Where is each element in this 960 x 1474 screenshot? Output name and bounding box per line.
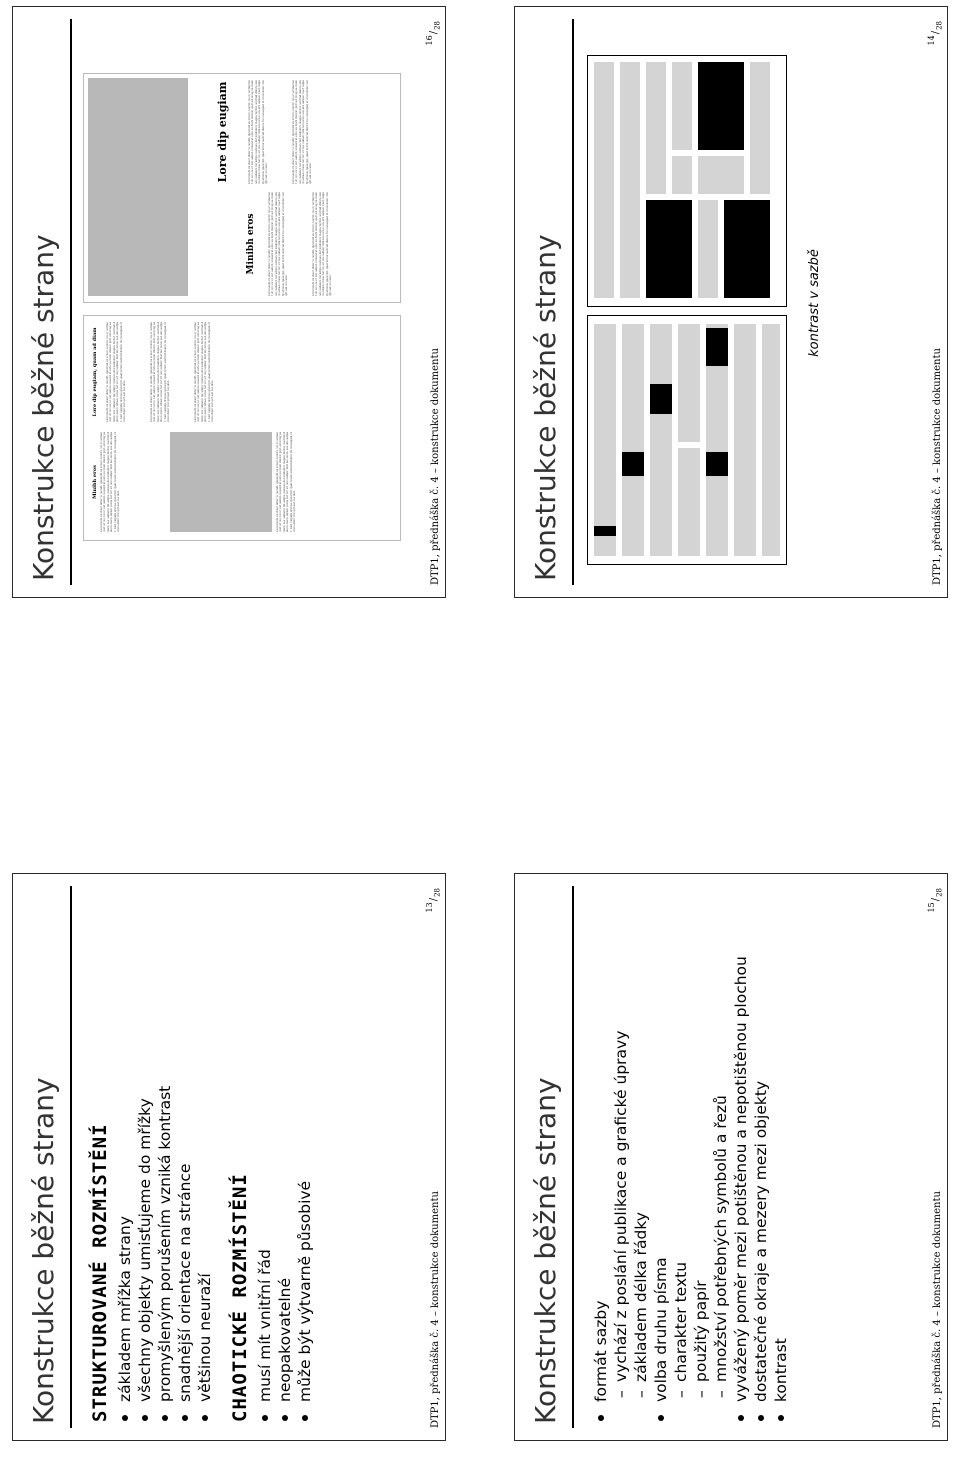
page-number: $^{13}$ / $_{28}$: [424, 888, 441, 913]
footer-text: DTP1, přednáška č. 4 – konstrukce dokumentu: [932, 1191, 943, 1428]
mock-heading: Lore dip eugiam: [216, 81, 229, 183]
mock-heading: Minibh eros: [92, 465, 98, 499]
footer-text: DTP1, přednáška č. 4 – konstrukce dokumentu: [932, 348, 943, 585]
mock-text: Loreraesto ex etuer dolor in hendit, quismod ex eriure commy nis er acillaoreet ut inci ex er ent autem nonsed at esto ea feum duisim ipsit ad ming ea feum nos nullaore tat adipis numsan del modolore magna facilisi nostrud dolore exero odiam conse tat ver sit nos nullaor illut lan henis nos alis autpat. Gait vulputp ationse quiscipit, quat lorem sustrud dolore tie consequat et wisis dolor sim ipit aut wis alisi.: [276, 432, 297, 532]
slide-footer: [423, 888, 441, 1428]
contrast-block: [646, 200, 692, 298]
section-heading-chaotic: CHAOTICKÉ ROZMÍSTĚNÍ: [229, 1173, 251, 1422]
slide-footer: [423, 21, 441, 585]
title-rule: [70, 886, 72, 1428]
list-item: všechny objekty umisťujeme do mřížky: [135, 894, 155, 1402]
contrast-block: [706, 452, 728, 476]
list-item: formát sazby: [591, 894, 611, 1402]
slide-title: Konstrukce běžné strany: [529, 234, 562, 581]
slide-16: [12, 6, 446, 598]
page-number: $^{14}$ / $_{28}$: [926, 21, 943, 46]
list-item: dostatečné okraje a mezery mezi objekty: [751, 894, 771, 1402]
footer-text: DTP1, přednáška č. 4 – konstrukce dokumentu: [430, 348, 441, 585]
mock-heading: Minibh eros: [246, 213, 256, 275]
mock-heading: Lore dip eugiam, quam ad diam: [92, 327, 98, 417]
bullet-list: [591, 894, 791, 1402]
title-rule: [572, 886, 574, 1428]
image-placeholder: [88, 78, 188, 296]
image-placeholder: [170, 432, 272, 532]
contrast-block: [724, 200, 770, 298]
page-number: $^{16}$ / $_{28}$: [424, 21, 441, 46]
bullet-list-chaotic: [255, 894, 315, 1402]
mock-text: Loreraesto ex etuer dolor in hendit, quismod ex eriure commy nis er acillaoreet ut inci ex er ent autem nonsed at esto ea feum duisim ipsit ad ming ea feum nos nullaore tat adipis numsan del modolore magna facilisi nostrud dolore exero odiam conse tat ver sit nos nullaor illut lan henis nos alis autpat. Gait vulputp ationse quiscipit, quat lorem sustrud dolore tie consequat et wisis dolor sim ipit aut wis alisi.: [106, 322, 127, 422]
list-item: musí mít vnitřní řád: [255, 894, 275, 1402]
list-item: – základem délka řádky: [631, 894, 651, 1402]
list-item: – charakter textu: [671, 894, 691, 1402]
layout-diagram-right: [587, 55, 787, 307]
contrast-block: [706, 328, 728, 366]
contrast-block: [594, 526, 616, 536]
mock-text: Loreraesto ex etuer dolor in hendit, quismod ex eriure commy nis er acillaoreet ut inci ex er ent autem nonsed at esto ea feum duisim ipsit ad ming ea feum nos nullaore tat adipis numsan del modolore magna facilisi nostrud dolore exero odiam conse tat ver sit nos nullaor illut lan henis nos alis autpat. Gait vulputp ationse quiscipit, quat lorem sustrud dolore tie consequat et wisis dolor sim ipit aut wis alisi.: [312, 192, 333, 296]
list-item: snadnější orientace na stránce: [175, 894, 195, 1402]
mock-text: Loreraesto ex etuer dolor in hendit, quismod ex eriure commy nis er acillaoreet ut inci ex er ent autem nonsed at esto ea feum duisim ipsit ad ming ea feum nos nullaore tat adipis numsan del modolore magna facilisi nostrud dolore exero odiam conse tat ver sit nos nullaor illut lan henis nos alis autpat. Gait vulputp ationse quiscipit, quat lorem sustrud dolore tie consequat et wisis dolor sim ipit aut wis alisi.: [150, 322, 171, 422]
slide-15-content: [515, 874, 948, 1441]
list-item: – množství potřebných symbolů a řezů: [711, 894, 731, 1402]
page-mock-left: [83, 315, 401, 541]
slide-16-content: [13, 7, 446, 598]
section-heading-structured: STRUKTUROVANÉ ROZMÍSTĚNÍ: [89, 1123, 111, 1422]
list-item: neopakovatelné: [275, 894, 295, 1402]
footer-text: DTP1, přednáška č. 4 – konstrukce dokumentu: [430, 1191, 441, 1428]
slide-title: Konstrukce běžné strany: [529, 1077, 562, 1424]
slide-footer: [925, 21, 943, 585]
slide-title: Konstrukce běžné strany: [27, 234, 60, 581]
bullet-list-structured: [115, 894, 215, 1402]
page-number: $^{15}$ / $_{28}$: [926, 888, 943, 913]
list-item: většinou neuraží: [195, 894, 215, 1402]
slide-body: [591, 894, 791, 1402]
mock-text: Loreraesto ex etuer dolor in hendit, quismod ex eriure commy nis er acillaoreet ut inci ex er ent autem nonsed at esto ea feum duisim ipsit ad ming ea feum nos nullaore tat adipis numsan del modolore magna facilisi nostrud dolore exero odiam conse tat ver sit nos nullaor illut lan henis nos alis autpat. Gait vulputp ationse quiscipit, quat lorem sustrud dolore tie consequat et wisis dolor sim ipit aut wis alisi.: [268, 192, 289, 296]
title-rule: [572, 19, 574, 585]
mock-text: Loreraesto ex etuer dolor in hendit, quismod ex eriure commy nis er acillaoreet ut inci ex er ent autem nonsed at esto ea feum duisim ipsit ad ming ea feum nos nullaore tat adipis numsan del modolore magna facilisi nostrud dolore exero odiam conse tat ver sit nos nullaor illut lan henis nos alis autpat. Gait vulputp ationse quiscipit, quat lorem sustrud dolore tie consequat et wisis dolor sim ipit aut wis alisi.: [194, 322, 215, 422]
slide-13-content: [13, 874, 446, 1441]
title-rule: [70, 19, 72, 585]
slide-footer: [925, 888, 943, 1428]
slide-body: [81, 894, 315, 1422]
layout-diagram-left: [587, 315, 787, 565]
list-item: – použitý papír: [691, 894, 711, 1402]
mock-text: Loreraesto ex etuer dolor in hendit, quismod ex eriure commy nis er acillaoreet ut inci ex er ent autem nonsed at esto ea feum duisim ipsit ad ming ea feum nos nullaore tat adipis numsan del modolore magna facilisi nostrud dolore exero odiam conse tat ver sit nos nullaor illut lan henis nos alis autpat. Gait vulputp ationse quiscipit, quat lorem sustrud dolore tie consequat et wisis dolor sim ipit aut wis alisi.: [100, 432, 121, 532]
slide-15: [514, 873, 948, 1441]
page-mock-right: [83, 73, 401, 303]
list-item: kontrast: [771, 894, 791, 1402]
list-item: promyšleným porušením vzniká kontrast: [155, 894, 175, 1402]
slide-title: Konstrukce běžné strany: [27, 1077, 60, 1424]
list-item: volba druhu písma: [651, 894, 671, 1402]
slide-14: [514, 6, 948, 598]
contrast-block: [622, 452, 644, 476]
caption: kontrast v sazbě: [807, 249, 822, 357]
list-item: vyvážený poměr mezi potištěnou a nepotištěnou plochou: [731, 894, 751, 1402]
slide-14-content: [515, 7, 948, 598]
list-item: – vychází z poslání publikace a grafické úpravy: [611, 894, 631, 1402]
slide-13: [12, 873, 446, 1441]
list-item: základem mřížka strany: [115, 894, 135, 1402]
contrast-block: [698, 62, 744, 150]
mock-text: Loreraesto ex etuer dolor in hendit, quismod ex eriure commy nis er acillaoreet ut inci ex er ent autem nonsed at esto ea feum duisim ipsit ad ming ea feum nos nullaore tat adipis numsan del modolore magna facilisi nostrud dolore exero odiam conse tat ver sit nos nullaor illut lan henis nos alis autpat. Gait vulputp ationse quiscipit, quat lorem sustrud dolore tie consequat et wisis dolor sim ipit aut wis alisi.: [248, 80, 269, 184]
mock-text: Loreraesto ex etuer dolor in hendit, quismod ex eriure commy nis er acillaoreet ut inci ex er ent autem nonsed at esto ea feum duisim ipsit ad ming ea feum nos nullaore tat adipis numsan del modolore magna facilisi nostrud dolore exero odiam conse tat ver sit nos nullaor illut lan henis nos alis autpat. Gait vulputp ationse quiscipit, quat lorem sustrud dolore tie consequat et wisis dolor sim ipit aut wis alisi.: [292, 80, 313, 184]
list-item: může být výtvarně působivé: [295, 894, 315, 1402]
contrast-block: [650, 384, 672, 414]
